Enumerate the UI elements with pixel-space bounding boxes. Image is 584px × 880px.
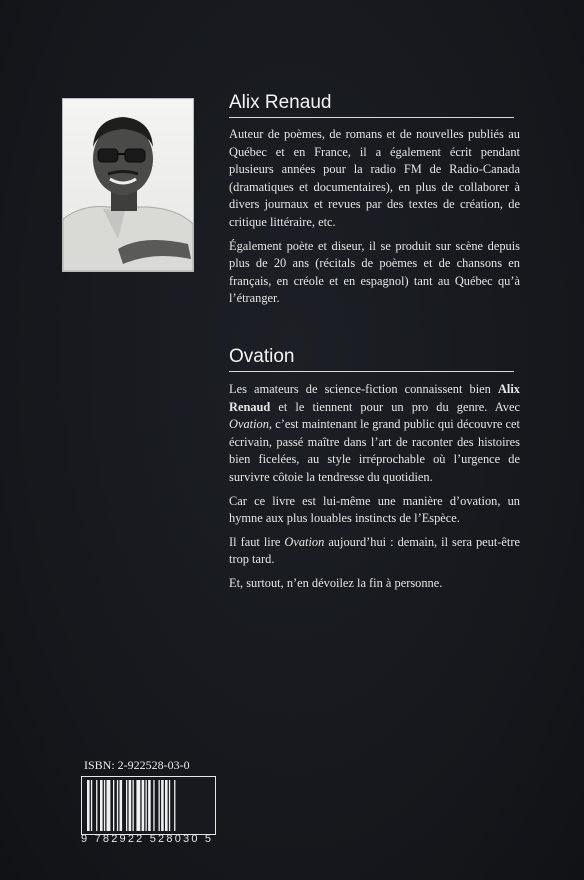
- barcode-digits: 9 782922 528030 5: [81, 833, 214, 845]
- blurb-paragraph-3: [229, 534, 520, 569]
- blurb-book-title: Ovation: [229, 417, 269, 432]
- author-bio-paragraph-2: Également poète et diseur, il se produit sur scène depuis plus de 20 ans (récitals de poèmes et de chansons en français, en créole et en espagnol) tant au Québec qu’à l’étranger.: [229, 238, 520, 306]
- blurb-author-name: Alix Renaud: [229, 382, 520, 414]
- author-heading-rule: [229, 117, 514, 118]
- blurb-p3-book-title: Ovation: [284, 534, 325, 549]
- book-title-heading: Ovation: [229, 346, 295, 367]
- book-blurb: [229, 381, 520, 599]
- author-portrait-graphic: [63, 99, 193, 271]
- blurb-p1-text-a: Les amateurs de science-fiction connaissent bien: [229, 382, 491, 396]
- blurb-paragraph-4: Et, surtout, n’en dévoilez la fin à personne.: [229, 575, 443, 590]
- author-photo: [62, 98, 194, 272]
- book-heading-rule: [229, 371, 514, 372]
- blurb-p3-text-b: aujourd’hui : demain, il sera peut-être trop tard.: [229, 534, 521, 567]
- blurb-paragraph-1: [229, 381, 520, 487]
- blurb-p3-text-a: Il faut lire: [229, 534, 281, 549]
- blurb-paragraph-2: Car ce livre est lui-même une manière d’ovation, un hymne aux plus louables instincts de l’Espèce.: [229, 493, 520, 526]
- author-bio-paragraph-1: Auteur de poèmes, de romans et de nouvelles publiés au Québec et en France, il a également écrit pendant plusieurs années pour la radio FM de Radio-Canada (dramatiques et documentaires), en plus de collaborer à divers journaux et revues par des textes de création, de critique littéraire, etc.: [229, 127, 520, 229]
- isbn-label: ISBN: 2-922528-03-0: [84, 758, 190, 772]
- author-bio: [229, 126, 520, 314]
- barcode-bars: [82, 777, 215, 834]
- blurb-p1-text-c: , c’est maintenant le grand public qui découvre cet écrivain, passé maître dans l’art de raconter des histoires bien ficelées, au style irréprochable où l’urgence de survivre côtoie la tendresse du quotidien.: [229, 417, 520, 484]
- barcode: [81, 776, 216, 835]
- blurb-p1-text-b: et le tiennent pour un pro du genre. Avec: [278, 399, 520, 414]
- author-name-heading: Alix Renaud: [229, 92, 332, 113]
